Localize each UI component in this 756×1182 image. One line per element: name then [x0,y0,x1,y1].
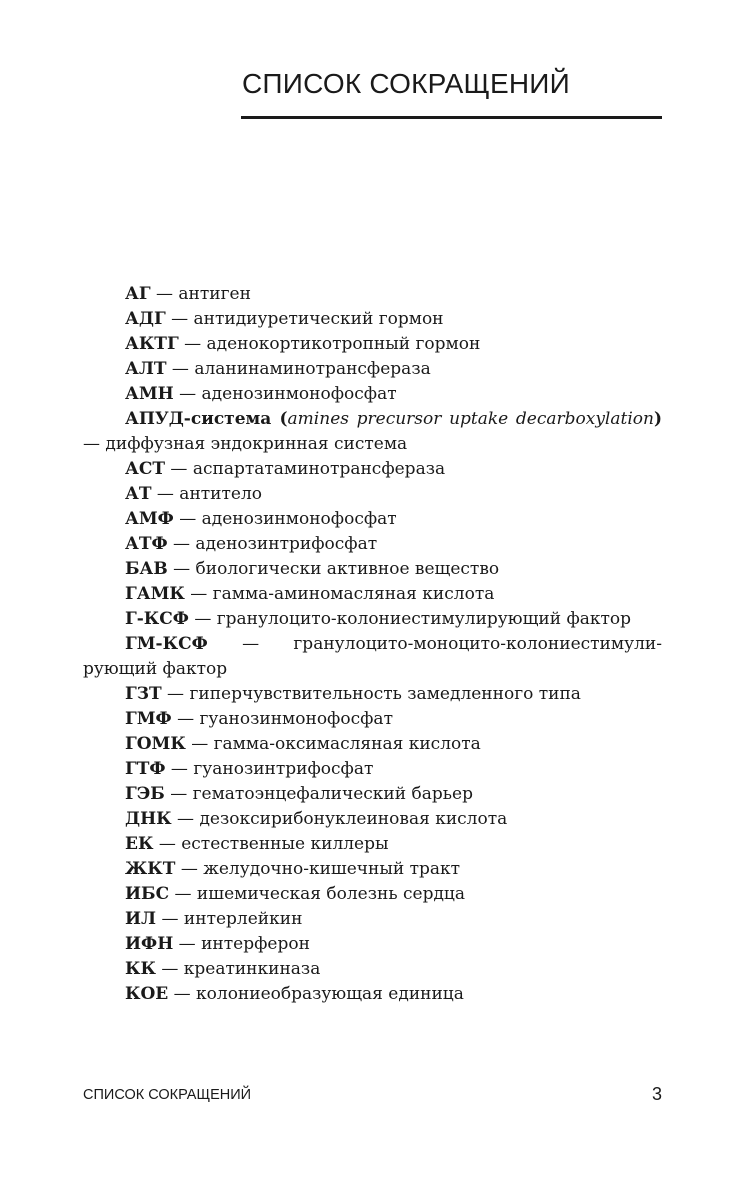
abbreviation-definition: — диффузная эндокринная система [83,434,408,454]
abbreviation-term: АТ [125,484,152,504]
abbreviation-entry [83,907,662,932]
abbreviation-definition: — антитело [151,484,263,504]
abbreviation-definition: — колониеобразующая единица [168,984,464,1004]
abbreviation-entry [83,332,662,357]
abbreviation-definition: — аланинаминотрансфераза [166,359,431,379]
abbreviation-list [83,282,662,1007]
abbreviation-term: ИБС [125,884,170,904]
abbreviation-definition: — желудочно-кишечный тракт [175,859,461,879]
abbreviation-term: Г-КСФ [125,609,189,629]
abbreviation-entry [83,282,662,307]
abbreviation-definition: — гамма-оксимасляная кислота [185,734,481,754]
abbreviation-term: ИФН [125,934,174,954]
abbreviation-term: АДГ [125,309,166,329]
abbreviation-entry [83,757,662,782]
abbreviation-definition: — гранулоцито-моноцито-колониестимулирующий фактор [83,634,662,679]
abbreviation-definition: — гиперчувствительность замедленного типа [161,684,581,704]
abbreviation-entry [83,732,662,757]
abbreviation-term: ИЛ [125,909,157,929]
chapter-title: СПИСОК СОКРАЩЕНИЙ [242,68,570,99]
abbreviation-definition: — интерлейкин [156,909,303,929]
english-expansion: amines precursor uptake decarboxylation [287,409,654,429]
abbreviation-term: АПУД-система ( [125,409,288,429]
abbreviation-term: АКТГ [125,334,179,354]
abbreviation-entry [83,707,662,732]
abbreviation-entry [83,532,662,557]
abbreviation-term: ГОМК [125,734,186,754]
abbreviation-term: КК [125,959,156,979]
abbreviation-definition: — креатинкиназа [155,959,321,979]
abbreviation-definition: — антиген [150,284,251,304]
abbreviation-entry [83,457,662,482]
abbreviation-term: АМФ [125,509,174,529]
running-footer-title: СПИСОК СОКРАЩЕНИЙ [83,1087,252,1103]
abbreviation-definition: — гамма-аминомасляная кислота [184,584,495,604]
abbreviation-entry [83,832,662,857]
abbreviation-entry [83,482,662,507]
abbreviation-definition: — аспартатаминотрансфераза [165,459,446,479]
page-number: 3 [651,1084,662,1104]
abbreviation-entry [83,307,662,332]
abbreviation-term: ГАМК [125,584,185,604]
abbreviation-entry [83,982,662,1007]
abbreviation-definition: — аденозинтрифосфат [167,534,378,554]
abbreviation-entry [83,932,662,957]
abbreviation-entry [83,682,662,707]
abbreviation-definition: — естественные киллеры [153,834,389,854]
abbreviation-term: ГТФ [125,759,166,779]
abbreviation-term: ГМФ [125,709,172,729]
abbreviation-term: ГЭБ [125,784,165,804]
abbreviation-term: ГМ-КСФ [125,634,208,654]
abbreviation-entry [83,407,662,457]
abbreviation-entry [83,557,662,582]
title-underline [241,116,662,119]
abbreviation-definition: — гуанозинмонофосфат [171,709,393,729]
abbreviation-definition: — антидиуретический гормон [165,309,444,329]
abbreviation-definition: — дезоксирибонуклеиновая кислота [171,809,508,829]
abbreviation-definition: — аденокортикотропный гормон [178,334,481,354]
abbreviation-entry [83,957,662,982]
abbreviation-entry [83,382,662,407]
abbreviation-entry [83,507,662,532]
abbreviation-definition: — аденозинмонофосфат [173,384,397,404]
abbreviation-entry [83,582,662,607]
abbreviation-term: ЖКТ [125,859,176,879]
abbreviation-entry [83,882,662,907]
abbreviation-term: АСТ [125,459,166,479]
abbreviation-term-close: ) [653,409,662,429]
abbreviation-definition: — аденозинмонофосфат [173,509,397,529]
abbreviation-entry [83,807,662,832]
abbreviation-entry [83,857,662,882]
abbreviation-term: АЛТ [125,359,167,379]
abbreviation-term: БАВ [125,559,168,579]
abbreviation-entry [83,357,662,382]
abbreviation-entry [83,782,662,807]
abbreviation-definition: — гематоэнцефалический барьер [164,784,473,804]
abbreviation-term: ГЗТ [125,684,162,704]
abbreviation-definition: — биологически активное вещество [167,559,500,579]
abbreviation-term: КОЕ [125,984,169,1004]
abbreviation-definition: — гранулоцито-колониестимулирующий фактор [188,609,632,629]
abbreviation-definition: — гуанозинтрифосфат [165,759,374,779]
abbreviation-definition: — ишемическая болезнь сердца [169,884,465,904]
abbreviation-term: АГ [125,284,151,304]
abbreviation-term: АТФ [125,534,168,554]
abbreviation-term: АМН [125,384,174,404]
abbreviation-term: ЕК [125,834,154,854]
abbreviation-term: ДНК [125,809,172,829]
abbreviation-entry [83,607,662,632]
abbreviation-entry [83,632,662,682]
abbreviation-definition: — интерферон [173,934,310,954]
